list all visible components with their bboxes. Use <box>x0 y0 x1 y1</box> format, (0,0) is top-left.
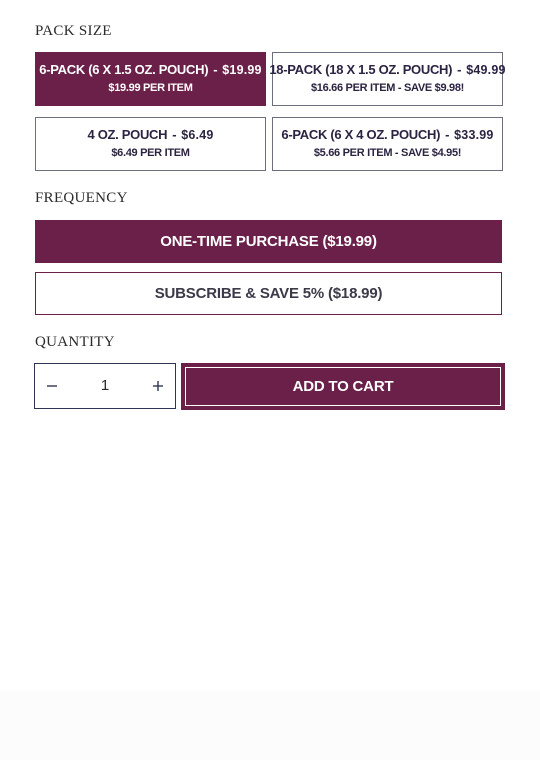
pack-option-price: $49.99 <box>466 63 506 77</box>
pack-option-title: 4 OZ. POUCH <box>87 127 168 142</box>
frequency-option-subscribe[interactable]: SUBSCRIBE & SAVE 5% ($18.99) <box>35 272 502 315</box>
pack-option-title-row <box>39 62 261 78</box>
quantity-input[interactable] <box>79 364 131 407</box>
pack-size-label: PACK SIZE <box>35 23 112 39</box>
pack-option-separator: - <box>213 62 218 77</box>
pack-option-6-pack-4oz-pouch[interactable] <box>272 117 503 171</box>
add-to-cart-label: ADD TO CART <box>185 367 501 406</box>
plus-icon <box>152 380 164 392</box>
pack-option-price: $19.99 <box>222 63 262 77</box>
pack-option-price: $6.49 <box>181 128 214 142</box>
pack-option-subtitle: $19.99 PER ITEM <box>108 82 193 94</box>
pack-option-subtitle: $6.49 PER ITEM <box>111 147 190 159</box>
pack-option-title: 6-PACK (6 X 1.5 OZ. POUCH) <box>39 62 209 77</box>
minus-icon <box>46 380 58 392</box>
pack-option-title-row <box>281 127 493 143</box>
frequency-label: FREQUENCY <box>35 190 128 206</box>
pack-option-18-pack-pouch[interactable] <box>269 52 506 106</box>
frequency-option-one-time[interactable]: ONE-TIME PURCHASE ($19.99) <box>35 220 502 263</box>
pack-option-separator: - <box>457 62 462 77</box>
pack-option-title: 18-PACK (18 X 1.5 OZ. POUCH) <box>269 62 453 77</box>
pack-option-separator: - <box>445 127 450 142</box>
pack-option-4oz-pouch[interactable] <box>35 117 266 171</box>
pack-option-price: $33.99 <box>454 128 494 142</box>
quantity-label: QUANTITY <box>35 334 115 350</box>
pack-option-6-pack-pouch[interactable] <box>35 52 266 106</box>
pack-option-subtitle: $16.66 PER ITEM - SAVE $9.98! <box>310 82 465 94</box>
quantity-stepper <box>34 363 176 409</box>
quantity-decrease-button[interactable] <box>35 364 69 407</box>
pack-option-subtitle: $5.66 PER ITEM - SAVE $4.95! <box>313 147 462 159</box>
pack-option-title: 6-PACK (6 X 4 OZ. POUCH) <box>281 127 441 142</box>
pack-option-separator: - <box>172 127 177 142</box>
page-footer-band <box>0 690 540 760</box>
pack-option-title-row <box>269 62 505 78</box>
quantity-increase-button[interactable] <box>141 364 175 407</box>
pack-option-title-row <box>87 127 213 143</box>
add-to-cart-button[interactable] <box>181 363 505 410</box>
